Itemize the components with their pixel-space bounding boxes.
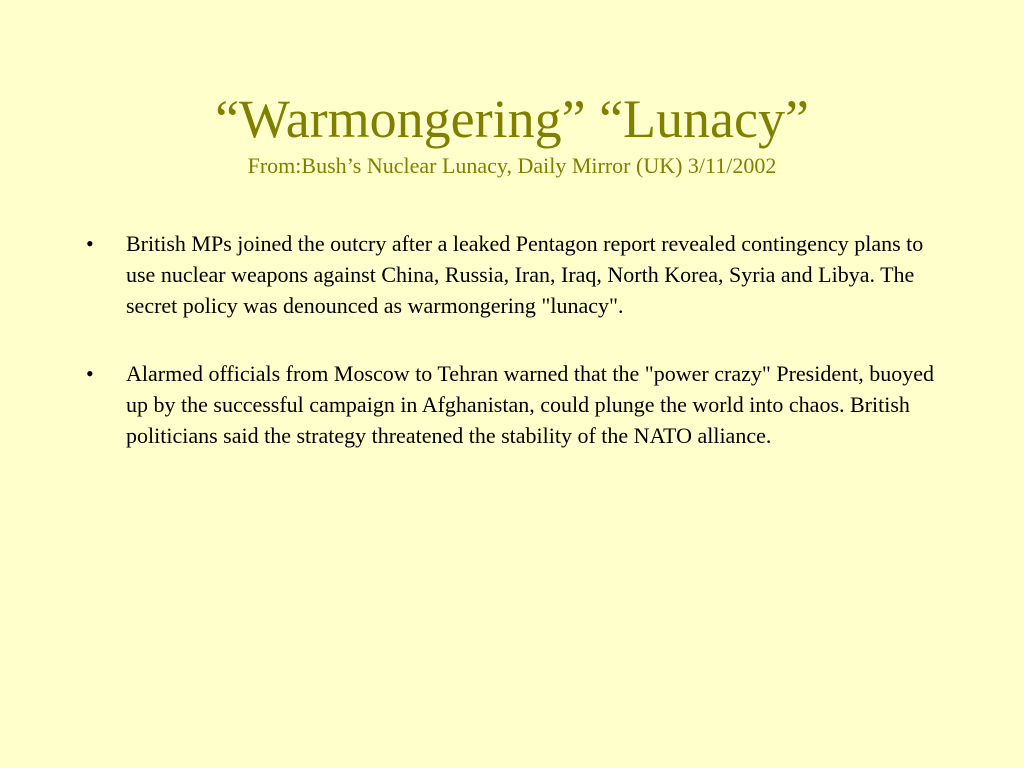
bullet-marker: • bbox=[86, 231, 94, 256]
bullet-text: British MPs joined the outcry after a leaked Pentagon report revealed contingency plans to use nuclear weapons against China, Russia, Iran, Iraq, North Korea, Syria and Libya. The secret policy was denounced as warmongering "lunacy". bbox=[126, 231, 924, 318]
bullet-item bbox=[86, 228, 946, 321]
bullet-text: Alarmed officials from Moscow to Tehran warned that the "power crazy" President, buoyed up by the successful campaign in Afghanistan, could plunge the world into chaos. British politicians said the strategy threatened the stability of the NATO alliance. bbox=[126, 361, 934, 448]
slide-subtitle: From:Bush’s Nuclear Lunacy, Daily Mirror (UK) 3/11/2002 bbox=[247, 153, 777, 178]
bullet-list bbox=[86, 228, 946, 488]
title-block bbox=[0, 88, 1024, 180]
bullet-marker: • bbox=[86, 361, 94, 386]
slide-title: “Warmongering” “Lunacy” bbox=[215, 89, 809, 149]
bullet-item bbox=[86, 358, 946, 451]
